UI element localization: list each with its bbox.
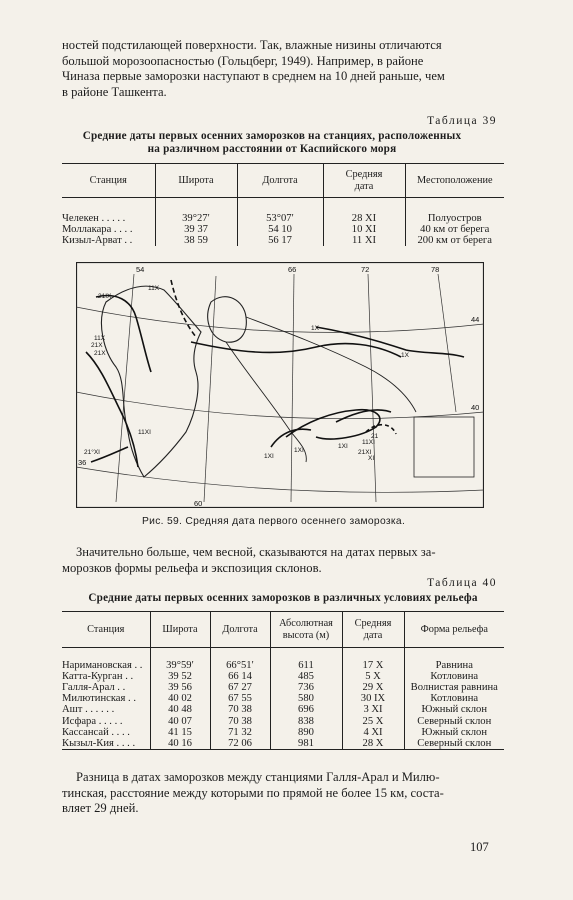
isoline-label: 1XI — [264, 453, 274, 460]
text-line: ностей подстилающей поверхности. Так, влажные низины отличаются — [62, 38, 442, 52]
map-inset-box — [414, 417, 474, 477]
map-frame — [77, 263, 484, 508]
table-row — [62, 693, 504, 704]
paragraph-intro — [62, 38, 504, 100]
parallel-line — [76, 467, 484, 492]
text-line: тинская, расстояние между которыми по прямой не более 15 км, соста- — [62, 785, 444, 800]
cell: Равнина — [404, 660, 504, 671]
cell: Моллакара . . . . — [62, 223, 133, 235]
title-line: на различном расстоянии от Каспийского моря — [147, 143, 397, 155]
column-header: Долгота — [237, 164, 323, 198]
cell: Галля-Арал . . — [62, 681, 126, 693]
cell: 66°51′ — [210, 660, 270, 671]
cell: 71 32 — [210, 727, 270, 738]
cell: 17 X — [342, 660, 404, 671]
table-39-label: Таблица 39 — [427, 115, 497, 127]
isoline — [286, 410, 380, 439]
column-header: Широта — [155, 164, 237, 198]
page-number: 107 — [470, 840, 489, 854]
cell: 56 17 — [237, 235, 323, 246]
isoline-label: 21 — [371, 433, 379, 440]
cell: 580 — [270, 693, 342, 704]
column-header: Долгота — [210, 612, 270, 648]
text-line: Чиназа первые заморозки наступают в среднем на 10 дней раньше, чем — [62, 69, 445, 83]
cell: 40 02 — [150, 693, 210, 704]
lat-label: 44 — [471, 315, 480, 324]
parallel-line — [76, 392, 484, 419]
cell: 11 XI — [323, 235, 405, 246]
cell: 611 — [270, 660, 342, 671]
column-header: Абсолютная высота (м) — [270, 612, 342, 648]
cell: 40 07 — [150, 716, 210, 727]
meridian-line — [368, 274, 376, 502]
cell: 3 XI — [342, 704, 404, 715]
cell: Кассансай . . . . — [62, 726, 130, 738]
cell: Котловина — [404, 693, 504, 704]
cell: 53°07′ — [237, 213, 323, 224]
cell: 30 IX — [342, 693, 404, 704]
table-row — [62, 671, 504, 682]
cell: 66 14 — [210, 671, 270, 682]
column-header: Местоположение — [405, 164, 504, 198]
lat-label: 36 — [78, 458, 87, 467]
table-row — [62, 235, 504, 246]
text-line: Значительно больше, чем весной, сказываются на датах первых за- — [76, 545, 436, 559]
cell: 25 X — [342, 716, 404, 727]
cell: 838 — [270, 716, 342, 727]
cell: 67 27 — [210, 682, 270, 693]
lon-label: 72 — [361, 265, 370, 274]
text-line: в районе Ташкента. — [62, 84, 167, 99]
cell: 41 15 — [150, 727, 210, 738]
cell: Челекен . . . . . — [62, 212, 126, 224]
isoline — [191, 342, 401, 357]
text-line: морозков формы рельефа и экспозиция склонов. — [62, 560, 322, 575]
cell: 54 10 — [237, 224, 323, 235]
cell: 39 56 — [150, 682, 210, 693]
paragraph-relief — [62, 545, 504, 576]
cell: Катта-Курган . . — [62, 670, 134, 682]
isoline — [271, 429, 311, 447]
cell: 485 — [270, 671, 342, 682]
table-row — [62, 727, 504, 738]
cell: 39 37 — [155, 224, 237, 235]
amu-darya-river — [226, 342, 306, 462]
cell: 736 — [270, 682, 342, 693]
cell: 70 38 — [210, 704, 270, 715]
cell: Кызыл-Кия . . . . — [62, 738, 150, 750]
text-line: Разница в датах заморозков между станциями Галля-Арал и Милю- — [76, 770, 440, 784]
isoline-label: XI — [368, 455, 375, 462]
cell: 72 06 — [210, 738, 270, 750]
table-39-title — [62, 130, 482, 156]
graticule — [76, 274, 484, 502]
column-header: Станция — [62, 612, 150, 648]
column-header: Средняя дата — [342, 612, 404, 648]
text-line: большой морозоопасностью (Гольцберг, 1949). Например, в районе — [62, 53, 424, 68]
meridian-line — [291, 274, 294, 502]
figure-caption: Рис. 59. Средняя дата первого осеннего заморозка. — [142, 516, 406, 527]
isoline-label: 11X — [94, 335, 106, 342]
cell: Исфара . . . . . — [62, 715, 123, 727]
paragraph-difference — [62, 770, 504, 817]
column-header: Широта — [150, 612, 210, 648]
cell: Ашт . . . . . . — [62, 704, 115, 716]
cell: 40 48 — [150, 704, 210, 715]
cell: 70 38 — [210, 716, 270, 727]
cell: Кизыл-Арват . . — [62, 234, 133, 246]
isoline-label: 11XI — [138, 429, 151, 436]
table-row — [62, 738, 504, 750]
cell: Южный склон — [404, 704, 504, 715]
isoline-label: 21X — [94, 350, 106, 357]
cell: 38 59 — [155, 235, 237, 246]
cell: 981 — [270, 738, 342, 750]
column-header: Средняя дата — [323, 164, 405, 198]
table-row — [62, 682, 504, 693]
isolines — [86, 280, 464, 467]
isoline-label: 1XI — [294, 447, 304, 454]
cell: Полуостров — [405, 213, 504, 224]
title-line: Средние даты первых осенних заморозков на станциях, расположенных — [82, 130, 462, 142]
cell: 39 52 — [150, 671, 210, 682]
table-40-label: Таблица 40 — [427, 577, 497, 589]
cell: Северный склон — [404, 738, 504, 750]
table-row — [62, 660, 504, 671]
column-header: Станция — [62, 164, 155, 198]
lon-label: 54 — [136, 265, 145, 274]
cell: 4 XI — [342, 727, 404, 738]
cell: 890 — [270, 727, 342, 738]
cell: 200 км от берега — [405, 235, 504, 246]
isoline-label: 11XI — [362, 439, 375, 446]
isoline-label: 1X — [311, 325, 319, 332]
isoline-label: 21IX — [98, 293, 112, 300]
cell: 5 X — [342, 671, 404, 682]
isoline — [171, 280, 196, 337]
meridian-line — [204, 276, 216, 502]
isoline-label: 1XI — [338, 443, 348, 450]
cell: 696 — [270, 704, 342, 715]
table-39 — [62, 163, 504, 246]
cell: 28 X — [342, 738, 404, 750]
cell: 39°27′ — [155, 213, 237, 224]
table-row — [62, 716, 504, 727]
isoline-label: 21°XI — [84, 449, 100, 456]
cell: 40 км от берега — [405, 224, 504, 235]
lon-label: 66 — [288, 265, 297, 274]
cell: 10 XI — [323, 224, 405, 235]
isoline-label: 1X — [401, 352, 409, 359]
column-header: Форма рельефа — [404, 612, 504, 648]
table-row — [62, 224, 504, 235]
text-line: вляет 29 дней. — [62, 801, 139, 815]
isoline-label: 21X — [91, 342, 103, 349]
table-40-title: Средние даты первых осенних заморозков в различных условиях рельефа — [88, 592, 478, 604]
cell: 39°59′ — [150, 660, 210, 671]
cell: Котловина — [404, 671, 504, 682]
frost-date-map — [76, 262, 484, 508]
table-40 — [62, 611, 504, 750]
cell: 29 X — [342, 682, 404, 693]
table-row — [62, 704, 504, 715]
cell: Милютинская . . — [62, 693, 136, 705]
lon-label: 78 — [431, 265, 440, 274]
cell: 67 55 — [210, 693, 270, 704]
meridian-line — [438, 274, 456, 412]
cell: Южный склон — [404, 727, 504, 738]
cell: Наримановская . . — [62, 659, 143, 671]
isoline-label: 11X — [148, 285, 160, 292]
cell: Северный склон — [404, 716, 504, 727]
cell: 28 XI — [323, 213, 405, 224]
lat-label: 40 — [471, 403, 480, 412]
cell: Волнистая равнина — [404, 682, 504, 693]
cell: 40 16 — [150, 738, 210, 750]
table-row — [62, 213, 504, 224]
lon-label: 60 — [194, 499, 203, 508]
caspian-coastline — [101, 286, 201, 477]
isoline-label: 21XI — [358, 449, 372, 456]
